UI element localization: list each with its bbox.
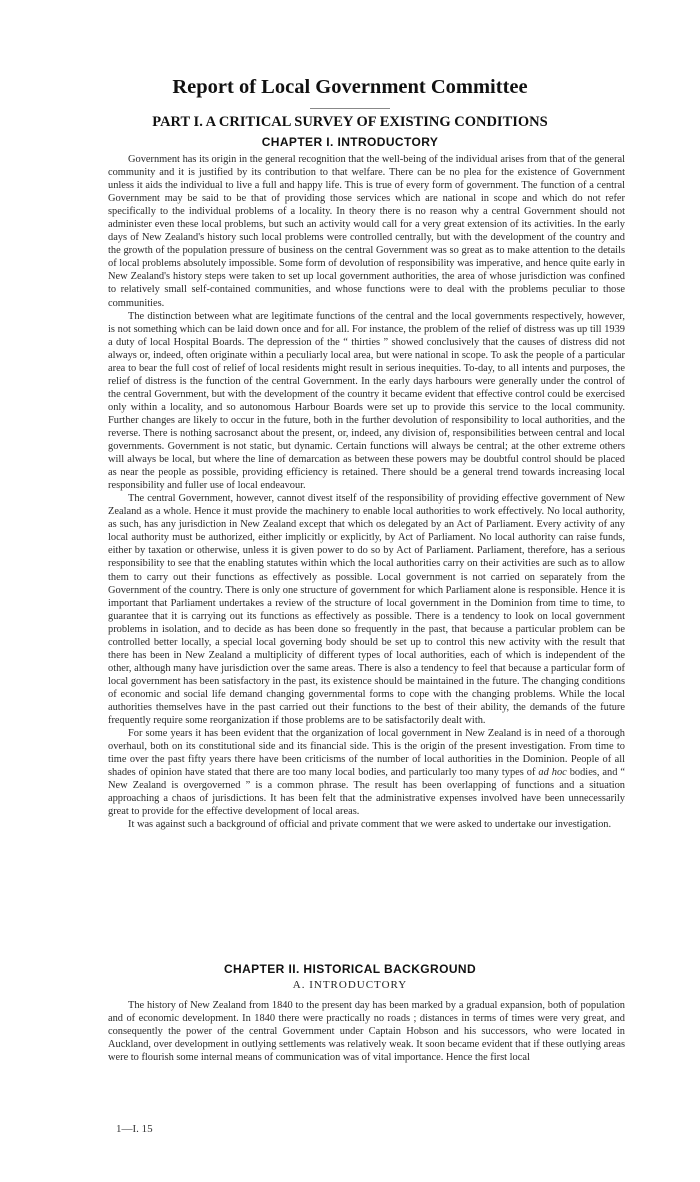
section-a-heading: A. INTRODUCTORY	[292, 979, 408, 991]
chapter1-body	[108, 153, 625, 831]
paragraph: The history of New Zealand from 1840 to the present day has been marked by a gradual expansion, both of population and of economic development. In 1840 there were practically no roads ; distances in terms of times were very great, and consequently the power of the central Government under Captain Hobson and his successors, who were located in Auckland, over development in outlying settlements was relatively weak. It soon became evident that if these outlying areas were to flourish some internal means of communication was of vital importance. Hence the first local	[108, 1000, 625, 1064]
italic-term: ad hoc	[538, 767, 567, 779]
chapter1-heading: CHAPTER I. INTRODUCTORY	[261, 135, 439, 149]
paragraph: The distinction between what are legitimate functions of the central and the local governments respectively, however, is not something which can be laid down once and for all. For instance, the problem of the relief of distress was up till 1939 a duty of local Hospital Boards. The depression of the “ thirties ” showed conclusively that the causes of distress did not always or, indeed, often originate within a peculiarly local area, but were national in scope. To ask the people of a particular area to bear the full cost of relief of local residents might result in serious inequities. To-day, to all intents and purposes, the relief of distress is the function of the central Government. In the early days harbours were generally under the control of the central Government, but with the development of the country it became evident that effective control could be exercised only within a locality, and so autonomous Harbour Boards were set up to provide this service to the local community. Further changes are likely to occur in the future, both in the further devolution of responsibility to local authorities, and the reverse. There is nothing sacrosanct about the present, or, indeed, any division of, responsibilities between central and local governments. Government is not static, but dynamic. Certain functions will always be central; at the other extreme others will always be local, but where the line of demarcation as between these powers may be doubtful control should be placed as near the people as possible, providing efficiency is retained. There should be a general trend towards increasing local responsibility and fuller use of local endeavour.	[108, 310, 625, 492]
paragraph: Government has its origin in the general recognition that the well-being of the individual arises from that of the general community and it is justified by its contribution to that welfare. There can be no plea for the existence of Government unless it aids the individual to live a full and happy life. This is true of every form of government. The function of a central Government may be said to be that of providing those services which are national in scope and which do not refer specifically to the individual problems of a locality. In theory there is no reason why a central Government should not administer even these local problems, but such an activity would call for a very great extension of its activities. In the early days of New Zealand's history such local problems were controlled centrally, but with the development of the country and the growth of the population pressure of business on the central Government was so great as to make attention to the details of local problems absolutely impossible. Some form of devolution of responsibility was imperative, and hence quite early in New Zealand's history steps were taken to set up local government authorities, the area of whose jurisdiction was confined to relatively small self-contained communities, and whose functions were to deal with the problems peculiar to those communities.	[108, 154, 625, 309]
page-footer: 1—I. 15	[116, 1123, 153, 1135]
paragraph: The central Government, however, cannot divest itself of the responsibility of providing effective government of New Zealand as a whole. Hence it must provide the machinery to enable local authorities to work effectively. No local authority, as such, has any jurisdiction in New Zealand except that which os delegated by an Act of Parliament. Every activity of any local authority must be authorized, either implicitly or explicitly, by Act of Parliament. No local authority can raise funds, either by taxation or otherwise, unless it is given power to do so by Act of Parliament. Parliament, therefore, has a serious responsibility to see that the enabling statutes within which the local authorities carry on their activities are such as to allow them to carry out their functions as effectively as possible. Local government is not carried on separately from the Government of the country. There is only one structure of government for which Parliament alone is responsible. Hence it is important that Parliament undertakes a review of the structure of local government in the Dominion from time to time, to guarantee that it is carrying out its functions as effectively as possible. There is a tendency to look on local government problems in isolation, and to decide as has been done so frequently in the past, that because a particular problem can be controlled better locally, a special local governing body should be set up to control this new activity with the result that there has been in New Zealand a multiplicity of different types of local authorities, each of which is independent of the other, although many have jurisdiction over the same areas. There is also a tendency to feel that because a particular form of local government has been satisfactory in the past, its existence should be maintained in the future. The changing conditions of economic and social life demand changing governmental forms to cope with the changing problems. While the local authorities themselves have in the past carried out their functions to the best of their ability, the demands of the future frequently require some reorganization if those problems are to be satisfactorily dealt with.	[108, 493, 625, 727]
paragraph: It was against such a background of official and private comment that we were asked to undertake our investigation.	[128, 819, 612, 831]
paragraph: For some years it has been evident that the organization of local government in New Zealand is in need of a thorough overhaul, both on its constitutional side and its financial side. This is the origin of the present investigation. From time to time over the past fifty years there have been criticisms of the number of local authorities in the Dominion. People of all shades of opinion have stated that there are too many local bodies, and particularly too many types of ad hoc bodies, and “ New Zealand is overgoverned ” is a common phrase. The result has been overlapping of functions and a situation approaching a chaos of jurisdictions. It has been felt that the administrative expenses involved have been unnecessarily great to provide for the effective development of local areas.	[108, 728, 625, 818]
chapter2-body	[108, 999, 625, 1064]
report-title: Report of Local Government Committee	[172, 76, 528, 98]
title-divider	[310, 108, 390, 109]
part-heading: PART I. A CRITICAL SURVEY OF EXISTING CONDITIONS	[152, 114, 548, 130]
chapter2-heading: CHAPTER II. HISTORICAL BACKGROUND	[223, 962, 477, 976]
